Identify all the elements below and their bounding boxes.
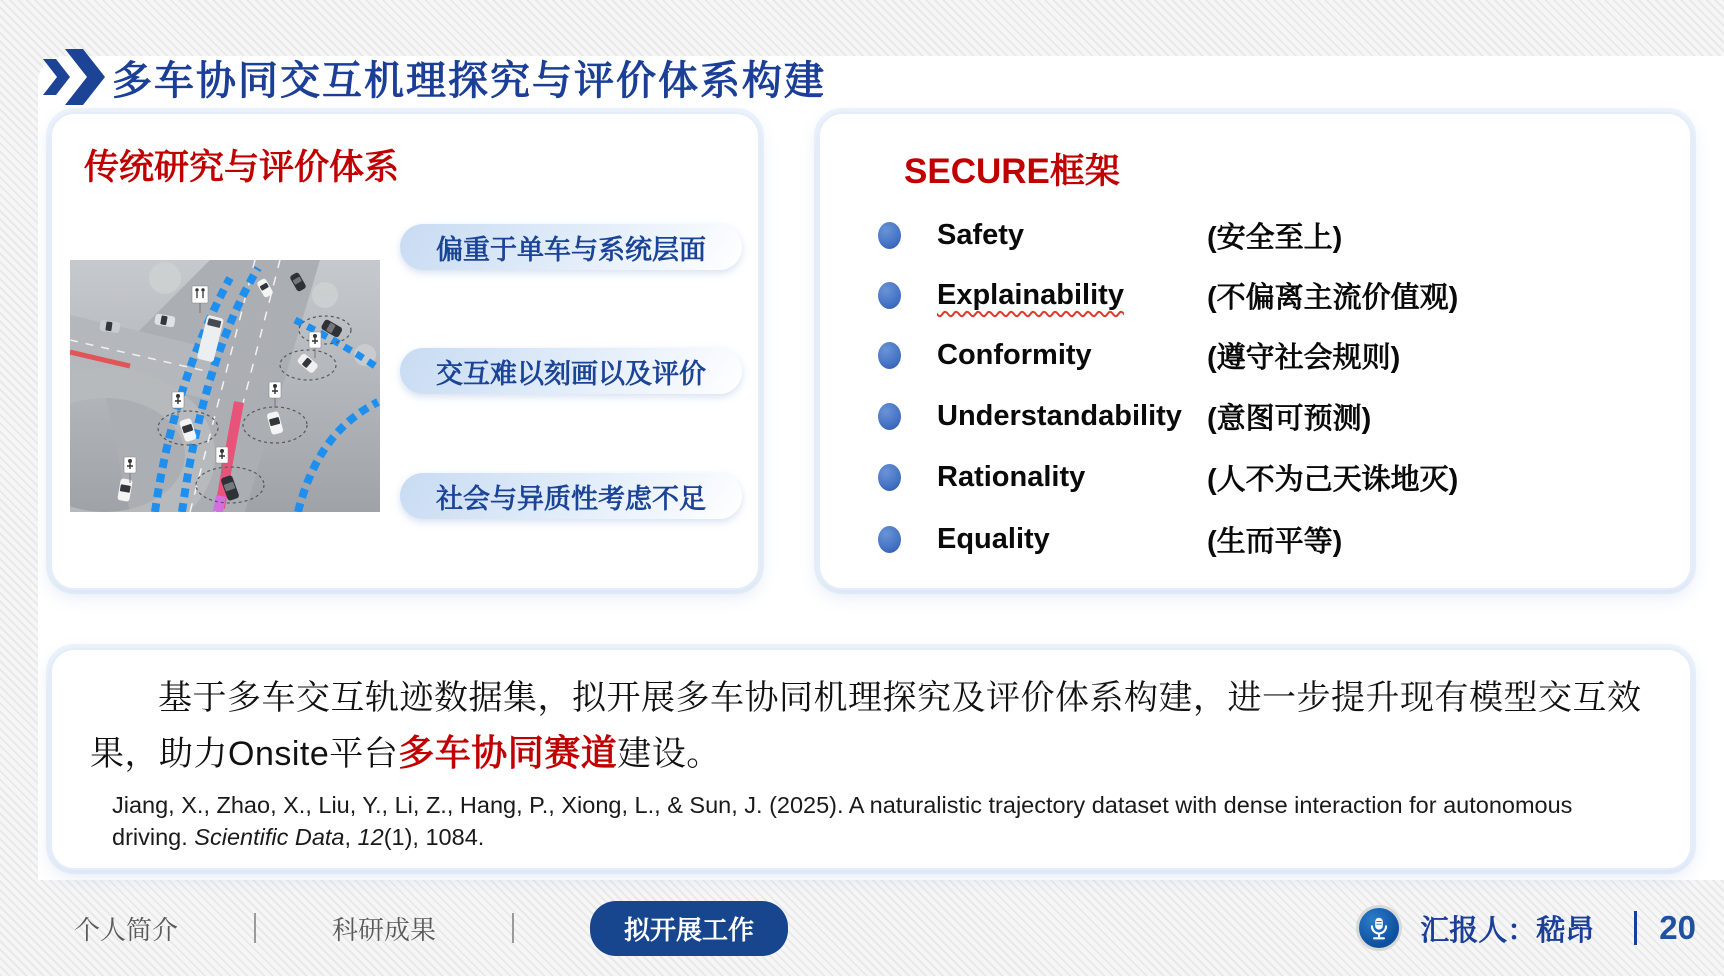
secure-item-rationality bbox=[878, 457, 1458, 497]
secure-term-en: Safety bbox=[937, 218, 1025, 251]
footer-right bbox=[1356, 905, 1696, 951]
secure-term-en: Conformity bbox=[937, 338, 1092, 371]
secure-term-en: Rationality bbox=[937, 460, 1086, 493]
secure-term-zh: (人不为己天诛地灭) bbox=[1207, 463, 1459, 496]
page-title: 多车协同交互机理探究与评价体系构建 bbox=[112, 58, 826, 103]
secure-term-en: Understandability bbox=[937, 399, 1182, 432]
citation-pages: (1), 1084. bbox=[383, 823, 485, 850]
bullet-icon bbox=[878, 464, 901, 491]
presenter-label: 汇报人：嵇昂 bbox=[1420, 914, 1595, 947]
traditional-system-card bbox=[50, 112, 760, 590]
slide-header bbox=[42, 46, 826, 108]
summary-highlight: 多车协同赛道 bbox=[398, 732, 618, 774]
secure-item-understandability bbox=[878, 396, 1371, 436]
summary-card bbox=[50, 648, 1692, 870]
summary-paragraph bbox=[90, 672, 1644, 781]
page-number: 20 bbox=[1659, 909, 1696, 946]
citation-authors: Jiang, X., Zhao, X., Liu, Y., Li, Z., Hang, P., Xiong, L., & Sun, J. (2025). A naturalistic trajectory dataset with dense interaction for autonomous driving. bbox=[112, 792, 1573, 850]
bullet-icon bbox=[878, 282, 901, 309]
secure-term-zh: (生而平等) bbox=[1207, 525, 1343, 558]
double-chevron-right-icon bbox=[42, 46, 106, 108]
microphone-icon bbox=[1356, 905, 1402, 951]
citation-volume: 12 bbox=[357, 823, 384, 850]
secure-item-safety bbox=[878, 215, 1342, 255]
limitation-pill-1 bbox=[400, 224, 742, 270]
traffic-scene-image bbox=[70, 260, 380, 512]
secure-term-zh: (安全至上) bbox=[1207, 221, 1343, 254]
nav-item-research[interactable]: 科研成果 bbox=[332, 914, 437, 945]
nav-item-planned-work-active[interactable]: 拟开展工作 bbox=[590, 901, 788, 956]
section-nav bbox=[74, 901, 788, 956]
reference-citation bbox=[112, 790, 1620, 853]
secure-item-equality bbox=[878, 519, 1342, 559]
nav-divider bbox=[254, 913, 256, 943]
secure-term-en: Equality bbox=[937, 522, 1050, 555]
nav-item-profile[interactable]: 个人简介 bbox=[74, 914, 179, 945]
limitation-pill-1-label: 偏重于单车与系统层面 bbox=[436, 234, 706, 265]
limitation-pill-3 bbox=[400, 473, 742, 519]
citation-journal: Scientific Data bbox=[194, 823, 345, 850]
secure-term-zh: (意图可预测) bbox=[1207, 402, 1372, 435]
secure-term-en: Explainability bbox=[937, 278, 1124, 311]
left-card-title: 传统研究与评价体系 bbox=[84, 148, 400, 187]
secure-term-zh: (遵守社会规则) bbox=[1207, 341, 1401, 374]
footer-bar bbox=[0, 880, 1724, 976]
bullet-icon bbox=[878, 222, 901, 249]
summary-text: 基于多车交互轨迹数据集，拟开展多车协同机理探究及评价体系构建，进一步提升现有模型交互效果，助力Onsite平台 bbox=[90, 679, 1642, 774]
page-number-divider bbox=[1634, 911, 1637, 945]
bullet-icon bbox=[878, 342, 901, 369]
secure-item-explainability bbox=[878, 275, 1458, 315]
limitation-pill-2 bbox=[400, 348, 742, 394]
limitation-pill-2-label: 交互难以刻画以及评价 bbox=[436, 358, 706, 389]
summary-text-end: 建设。 bbox=[617, 735, 721, 774]
secure-framework-card bbox=[818, 112, 1692, 590]
bullet-icon bbox=[878, 403, 901, 430]
right-card-title: SECURE框架 bbox=[904, 152, 1120, 191]
secure-term-zh: (不偏离主流价值观) bbox=[1207, 281, 1459, 314]
bullet-icon bbox=[878, 526, 901, 553]
secure-item-conformity bbox=[878, 335, 1400, 375]
citation-sep: , bbox=[344, 823, 358, 850]
nav-divider bbox=[512, 913, 514, 943]
limitation-pill-3-label: 社会与异质性考虑不足 bbox=[436, 483, 706, 514]
